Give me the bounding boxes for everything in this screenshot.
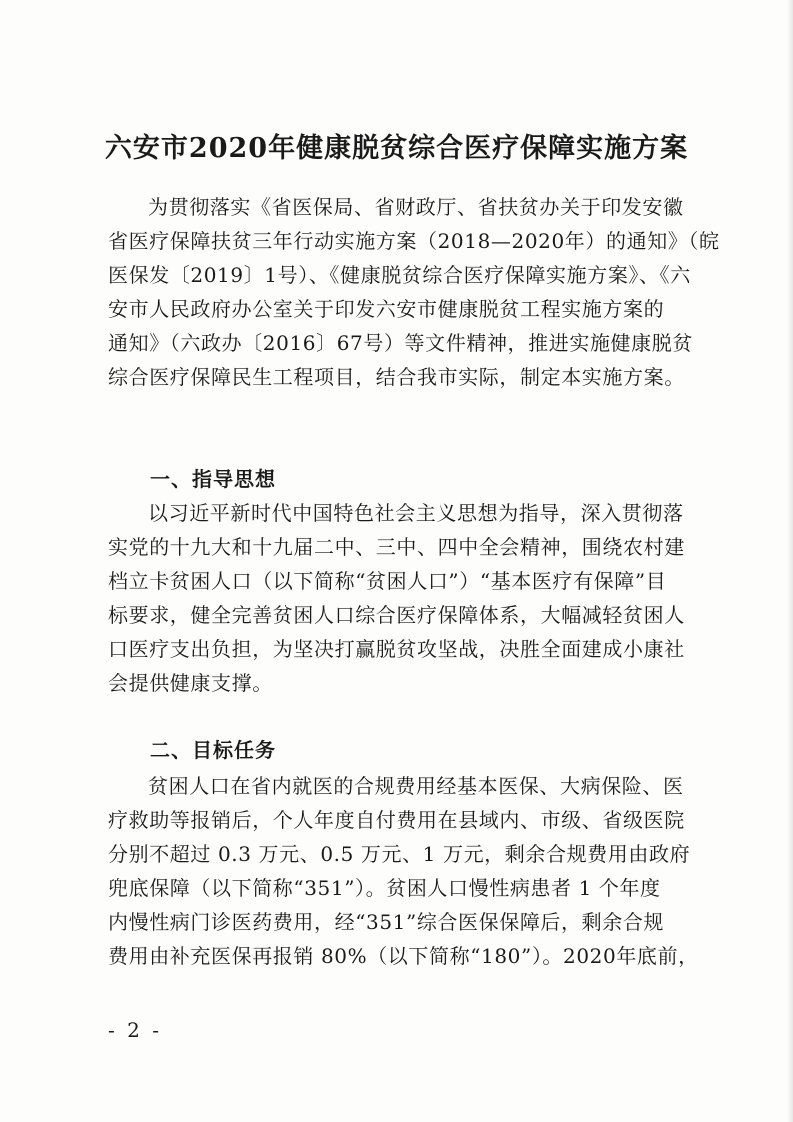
paragraph-line: 标要求，健全完善贫困人口综合医疗保障体系，大幅减轻贫困人	[108, 603, 685, 627]
paragraph-line: 档立卡贫困人口（以下简称“贫困人口”）“基本医疗有保障”目	[108, 569, 667, 593]
intro-line: 通知》（六政办〔2016〕67号）等文件精神，推进实施健康脱贫	[108, 331, 693, 355]
paragraph-line: 以习近平新时代中国特色社会主义思想为指导，深入贯彻落	[148, 501, 684, 525]
section-heading-target-tasks: 二、目标任务	[150, 738, 276, 762]
guiding-ideology-paragraph	[108, 496, 688, 700]
paragraph-line: 疗救助等报销后，个人年度自付费用在县域内、市级、省级医院	[108, 808, 685, 832]
intro-line: 综合医疗保障民生工程项目，结合我市实际，制定本实施方案。	[108, 365, 685, 389]
section-heading-guiding-ideology: 一、指导思想	[150, 467, 276, 491]
scan-edge-shadow	[787, 0, 793, 1122]
paragraph-line: 口医疗支出负担，为坚决打赢脱贫攻坚战，决胜全面建成小康社	[108, 637, 685, 661]
document-title: 六安市2020年健康脱贫综合医疗保障实施方案	[104, 133, 689, 164]
paragraph-line: 费用由补充医保再报销 80%（以下简称“180”）。2020年底前，	[108, 944, 699, 968]
paragraph-line: 兜底保障（以下简称“351”）。贫困人口慢性病患者 1 个年度	[108, 876, 661, 900]
intro-line: 为贯彻落实《省医保局、省财政厅、省扶贫办关于印发安徽	[148, 195, 684, 219]
page-number: - 2 -	[108, 1018, 162, 1042]
target-tasks-paragraph	[108, 769, 699, 973]
paragraph-line: 会提供健康支撑。	[108, 671, 273, 695]
paragraph-line: 实党的十九大和十九届二中、三中、四中全会精神，围绕农村建	[108, 535, 685, 559]
intro-paragraph	[108, 190, 720, 394]
paragraph-line: 贫困人口在省内就医的合规费用经基本医保、大病保险、医	[148, 774, 684, 798]
intro-line: 省医疗保障扶贫三年行动实施方案（2018—2020年）的通知》（皖	[108, 229, 720, 253]
intro-line: 医保发〔2019〕1号）、《健康脱贫综合医疗保障实施方案》、《六	[108, 263, 691, 287]
paragraph-line: 分别不超过 0.3 万元、0.5 万元、1 万元，剩余合规费用由政府	[108, 842, 691, 866]
paragraph-line: 内慢性病门诊医药费用，经“351”综合医保保障后，剩余合规	[108, 910, 665, 934]
intro-line: 安市人民政府办公室关于印发六安市健康脱贫工程实施方案的	[108, 297, 665, 321]
